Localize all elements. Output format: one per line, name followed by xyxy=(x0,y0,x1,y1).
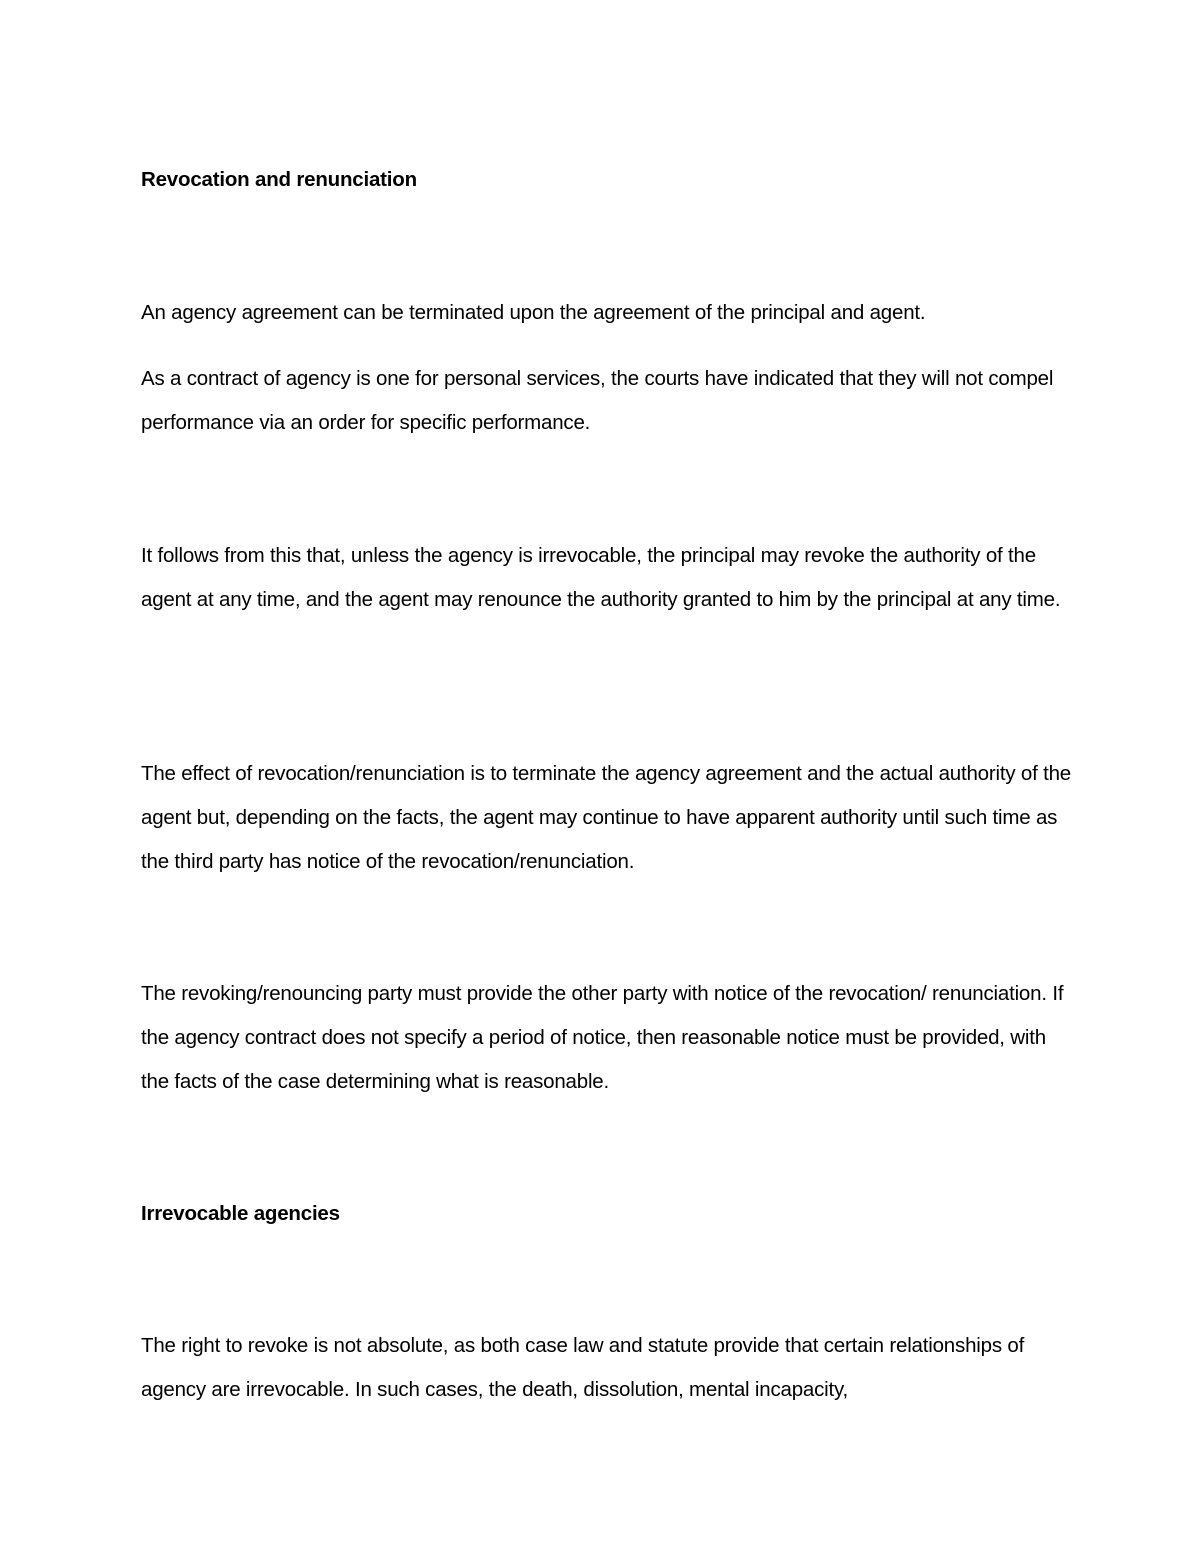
section-heading-irrevocable: Irrevocable agencies xyxy=(141,1202,340,1225)
paragraph-notice: The revoking/renouncing party must provide the other party with notice of the revocation/ renunciation. If the agency contract does not specify a period of notice, then reasonable notice must be provided, with the facts of the case determining what is reasonable. xyxy=(141,982,1064,1093)
section-heading-revocation: Revocation and renunciation xyxy=(141,168,417,191)
paragraph-right-to-revoke: The right to revoke is not absolute, as both case law and statute provide that certain relationships of agency are irrevocable. In such cases, the death, dissolution, mental incapacity, xyxy=(141,1334,1025,1401)
paragraph-effect-of-revocation: The effect of revocation/renunciation is to terminate the agency agreement and the actual authority of the agent but, depending on the facts, the agent may continue to have apparent authority until such time as the third party has notice of the revocation/renunciation. xyxy=(141,762,1071,873)
paragraph-revoke-renounce: It follows from this that, unless the agency is irrevocable, the principal may revoke the authority of the agent at any time, and the agent may renounce the authority granted to him by the principal at any time. xyxy=(141,544,1061,611)
paragraph-termination-by-agreement: An agency agreement can be terminated upon the agreement of the principal and agent. xyxy=(141,301,926,324)
paragraph-personal-services: As a contract of agency is one for personal services, the courts have indicated that they will not compel performance via an order for specific performance. xyxy=(141,367,1054,434)
